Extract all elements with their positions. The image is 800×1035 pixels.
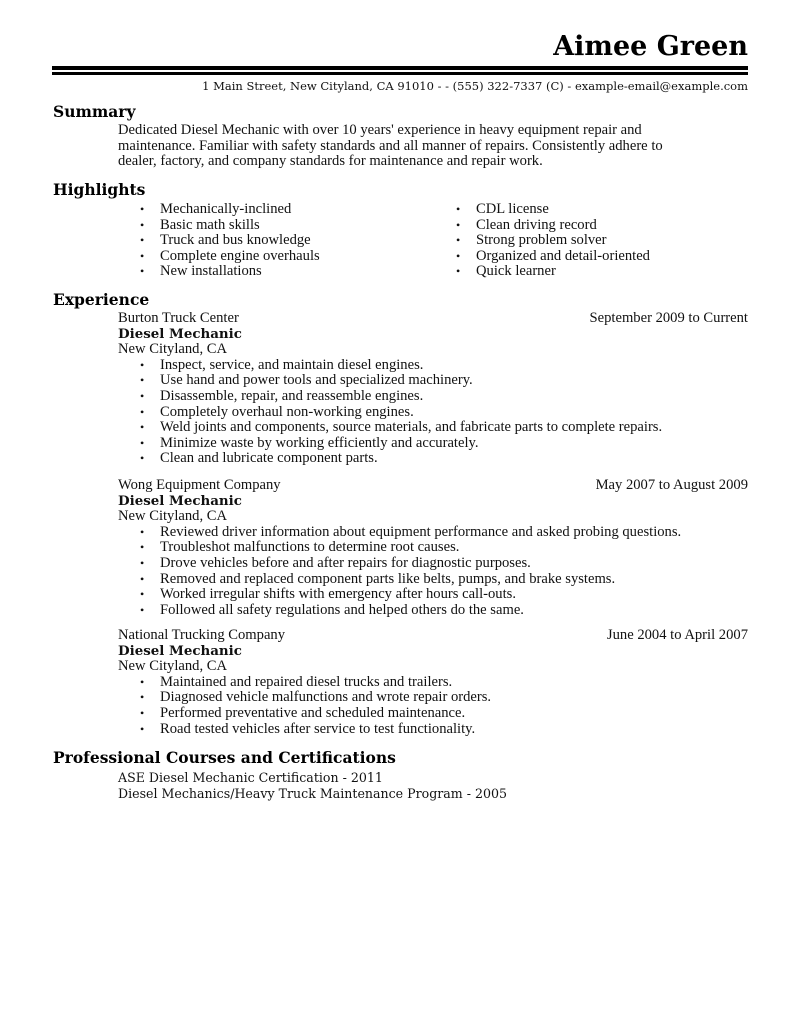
bullet-icon: • [140, 420, 145, 435]
company-name: National Trucking Company [118, 627, 286, 643]
bullet-icon: • [140, 674, 145, 689]
bullet-icon: • [140, 202, 145, 216]
header-rule-thick [52, 66, 748, 70]
bullet-icon: • [140, 357, 145, 372]
bullet-icon: • [140, 602, 145, 617]
highlight-item: • Quick learner [456, 263, 556, 280]
job-bullet: • Minimize waste by working efficiently and accurately. [140, 434, 479, 451]
bullet-icon: • [140, 217, 145, 232]
bullet-icon: • [140, 451, 145, 466]
job-bullet: • Removed and replaced component parts like belts, pumps, and brake systems. [140, 570, 616, 587]
highlight-item: • Clean driving record [456, 216, 597, 233]
job-dates: May 2007 to August 2009 [595, 477, 748, 493]
job-bullet: • Performed preventative and scheduled maintenance. [140, 704, 466, 721]
summary-line: maintenance. Familiar with safety standards and all manner of repairs. Consistently adhere to [118, 137, 663, 154]
bullet-icon: • [456, 248, 461, 263]
job-entry [118, 311, 748, 467]
highlights-left-list [140, 201, 320, 280]
bullet-icon: • [140, 388, 145, 403]
summary-line: Dedicated Diesel Mechanic with over 10 years' experience in heavy equipment repair and [118, 122, 642, 138]
bullet-icon: • [140, 248, 145, 263]
job-bullet: • Reviewed driver information about equipment performance and asked probing questions. [140, 523, 682, 540]
job-dates: June 2004 to April 2007 [606, 627, 748, 643]
certification-item: Diesel Mechanics/Heavy Truck Maintenance Program - 2005 [118, 786, 508, 801]
highlight-item: • Basic math skills [140, 216, 260, 233]
highlight-item: • Organized and detail-oriented [456, 247, 650, 264]
highlight-item: • Mechanically-inclined [140, 201, 292, 217]
header-rule-thin [52, 72, 748, 75]
highlight-item: • Truck and bus knowledge [140, 232, 311, 249]
bullet-icon: • [140, 435, 145, 450]
highlight-item: • CDL license [456, 201, 549, 217]
job-location: New Cityland, CA [118, 658, 228, 675]
section-title-summary: Summary [53, 102, 136, 121]
bullet-icon: • [140, 264, 145, 279]
bullet-icon: • [140, 555, 145, 570]
bullet-icon: • [140, 524, 145, 539]
section-title-highlights: Highlights [53, 180, 146, 199]
job-bullets [118, 675, 748, 737]
contact-info: 1 Main Street, New Cityland, CA 91010 - - (555) 322-7337 (C) - example-email@example.com [202, 79, 748, 93]
job-bullet: • Diagnosed vehicle malfunctions and wrote repair orders. [140, 689, 492, 706]
job-bullet: • Road tested vehicles after service to test functionality. [140, 720, 476, 737]
bullet-icon: • [456, 233, 461, 248]
job-entry [118, 628, 748, 737]
bullet-icon: • [456, 202, 461, 216]
summary-line: dealer, factory, and company standards for maintenance and repair work. [118, 153, 543, 170]
summary-text [118, 123, 758, 170]
bullet-icon: • [456, 264, 461, 279]
candidate-name: Aimee Green [553, 31, 748, 62]
job-bullet: • Inspect, service, and maintain diesel engines. [140, 356, 424, 373]
job-bullet: • Maintained and repaired diesel trucks and trailers. [140, 673, 453, 690]
job-bullet: • Use hand and power tools and specialized machinery. [140, 372, 473, 389]
job-bullet: • Followed all safety regulations and helped others do the same. [140, 601, 524, 618]
job-location: New Cityland, CA [118, 341, 228, 358]
bullet-icon: • [140, 540, 145, 555]
job-title: Diesel Mechanic [118, 642, 242, 659]
highlights-right-list [456, 201, 650, 280]
job-bullet: • Completely overhaul non-working engines. [140, 403, 414, 420]
bullet-icon: • [140, 404, 145, 419]
highlight-item: • Strong problem solver [456, 232, 607, 249]
company-name: Wong Equipment Company [118, 477, 281, 493]
bullet-icon: • [140, 373, 145, 388]
bullet-icon: • [140, 587, 145, 602]
certification-item: ASE Diesel Mechanic Certification - 2011 [118, 770, 383, 785]
job-bullet: • Drove vehicles before and after repairs for diagnostic purposes. [140, 554, 531, 571]
job-bullet: • Worked irregular shifts with emergency after hours call-outs. [140, 586, 516, 603]
bullet-icon: • [140, 233, 145, 248]
highlight-item: • New installations [140, 263, 262, 280]
bullet-icon: • [140, 571, 145, 586]
job-bullet: • Disassemble, repair, and reassemble engines. [140, 387, 424, 404]
job-title: Diesel Mechanic [118, 325, 242, 342]
job-bullet: • Troubleshot malfunctions to determine root causes. [140, 539, 460, 556]
job-bullet: • Weld joints and components, source materials, and fabricate parts to complete repairs. [140, 419, 663, 436]
job-bullets [118, 525, 748, 619]
job-bullet: • Clean and lubricate component parts. [140, 450, 378, 467]
job-title: Diesel Mechanic [118, 492, 242, 509]
bullet-icon: • [140, 721, 145, 736]
job-location: New Cityland, CA [118, 508, 228, 525]
job-entry [118, 478, 748, 618]
bullet-icon: • [140, 705, 145, 720]
highlight-item: • Complete engine overhauls [140, 247, 320, 264]
job-dates: September 2009 to Current [589, 310, 748, 326]
bullet-icon: • [140, 690, 145, 705]
company-name: Burton Truck Center [118, 310, 239, 326]
job-bullets [118, 358, 748, 467]
section-title-experience: Experience [53, 290, 150, 309]
section-title-certifications: Professional Courses and Certifications [53, 748, 396, 767]
bullet-icon: • [456, 217, 461, 232]
